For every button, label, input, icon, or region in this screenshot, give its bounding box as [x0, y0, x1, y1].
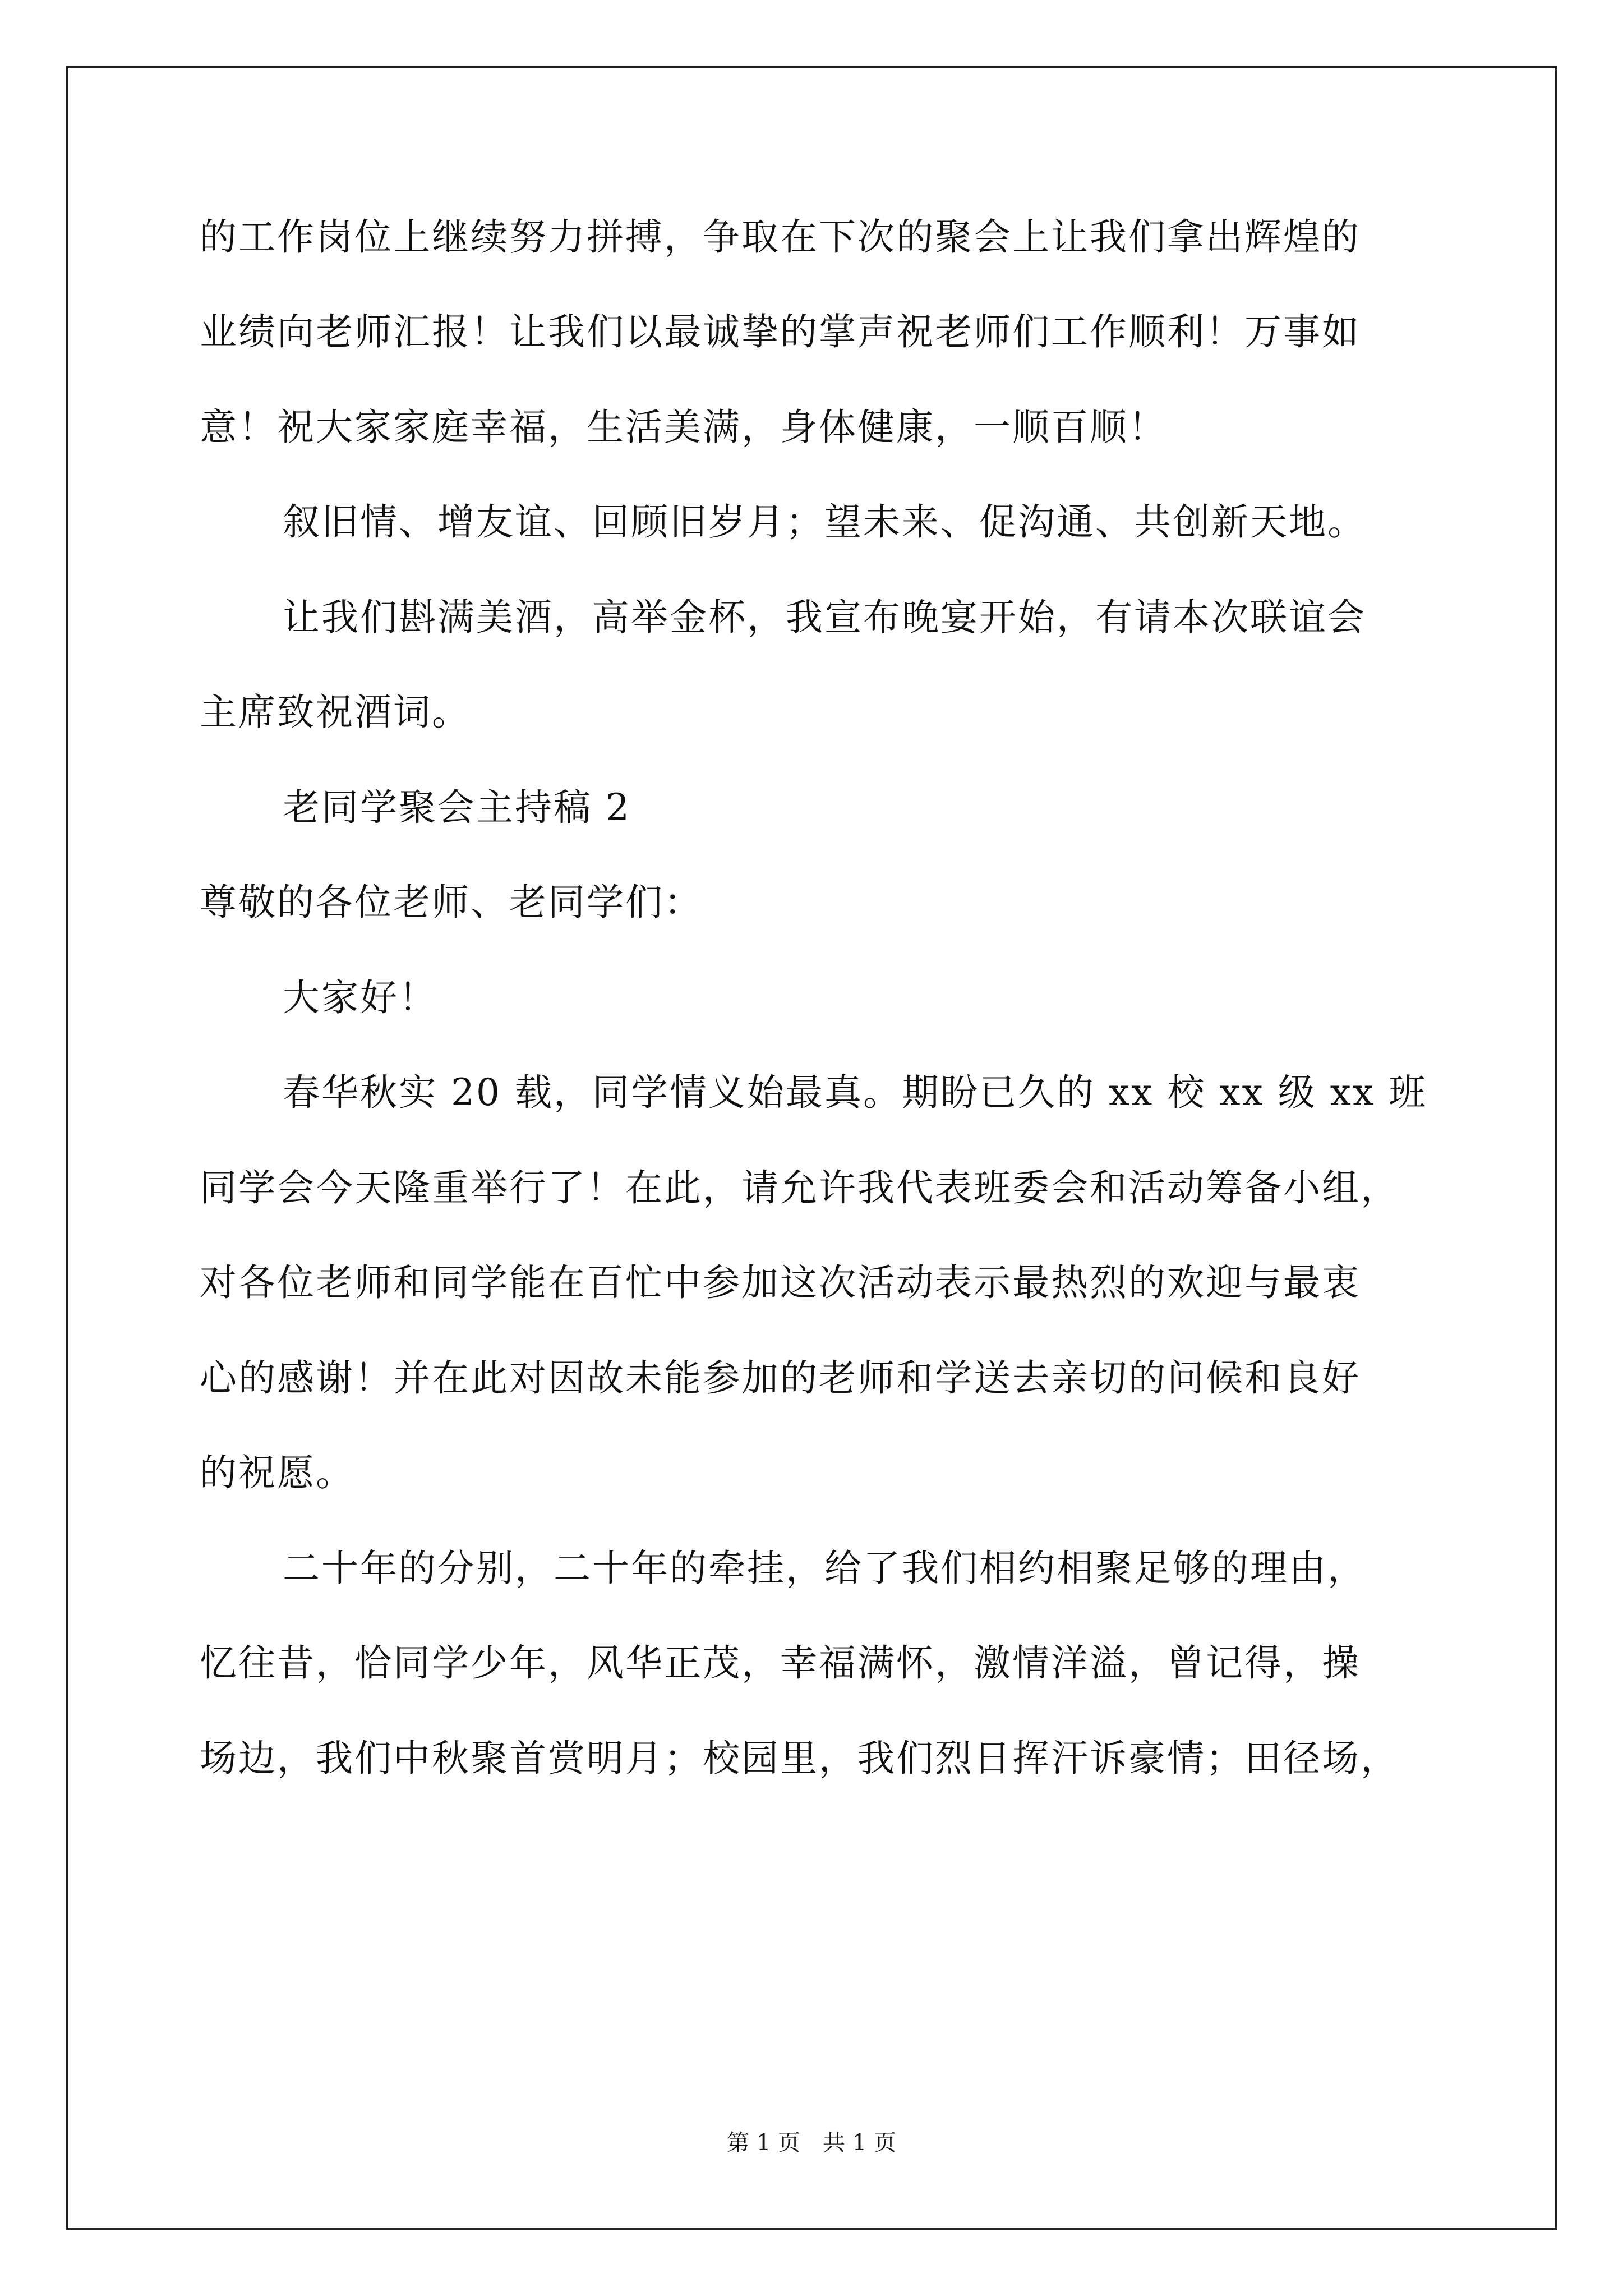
page-total: 共 1 页	[823, 2130, 896, 2156]
text-line: 心的感谢！并在此对因故未能参加的老师和学送去亲切的问候和良好	[200, 1356, 1361, 1400]
paragraph-line: 叙旧情、增友谊、回顾旧岁月；望未来、促沟通、共创新天地。	[283, 500, 1366, 544]
paragraph-line: 二十年的分别，二十年的牵挂，给了我们相约相聚足够的理由，	[283, 1547, 1366, 1590]
text-line: 意！祝大家家庭幸福，生活美满，身体健康，一顺百顺！	[200, 406, 1167, 449]
page-footer	[0, 2129, 1623, 2157]
text-line: 的祝愿。	[200, 1451, 354, 1494]
text-line: 同学会今天隆重举行了！在此，请允许我代表班委会和活动筹备小组，	[200, 1166, 1399, 1209]
paragraph-line: 春华秋实 20 载，同学情义始最真。期盼已久的 xx 校 xx 级 xx 班	[283, 1071, 1428, 1114]
greeting: 大家好！	[283, 976, 437, 1019]
page-number: 第 1 页	[727, 2130, 800, 2156]
salutation: 尊敬的各位老师、老同学们：	[200, 881, 703, 924]
page-border	[66, 66, 1557, 2230]
section-title: 老同学聚会主持稿 2	[283, 786, 631, 829]
text-line: 场边，我们中秋聚首赏明月；校园里，我们烈日挥汗诉豪情；田径场，	[200, 1737, 1399, 1780]
text-line: 的工作岗位上继续努力拼搏，争取在下次的聚会上让我们拿出辉煌的	[200, 215, 1361, 259]
text-line: 主席致祝酒词。	[200, 691, 471, 734]
text-line: 对各位老师和同学能在百忙中参加这次活动表示最热烈的欢迎与最衷	[200, 1261, 1361, 1304]
text-line: 忆往昔，恰同学少年，风华正茂，幸福满怀，激情洋溢，曾记得，操	[200, 1641, 1361, 1685]
text-line: 业绩向老师汇报！让我们以最诚挚的掌声祝老师们工作顺利！万事如	[200, 310, 1361, 353]
paragraph-line: 让我们斟满美酒，高举金杯，我宣布晚宴开始，有请本次联谊会	[283, 596, 1366, 639]
